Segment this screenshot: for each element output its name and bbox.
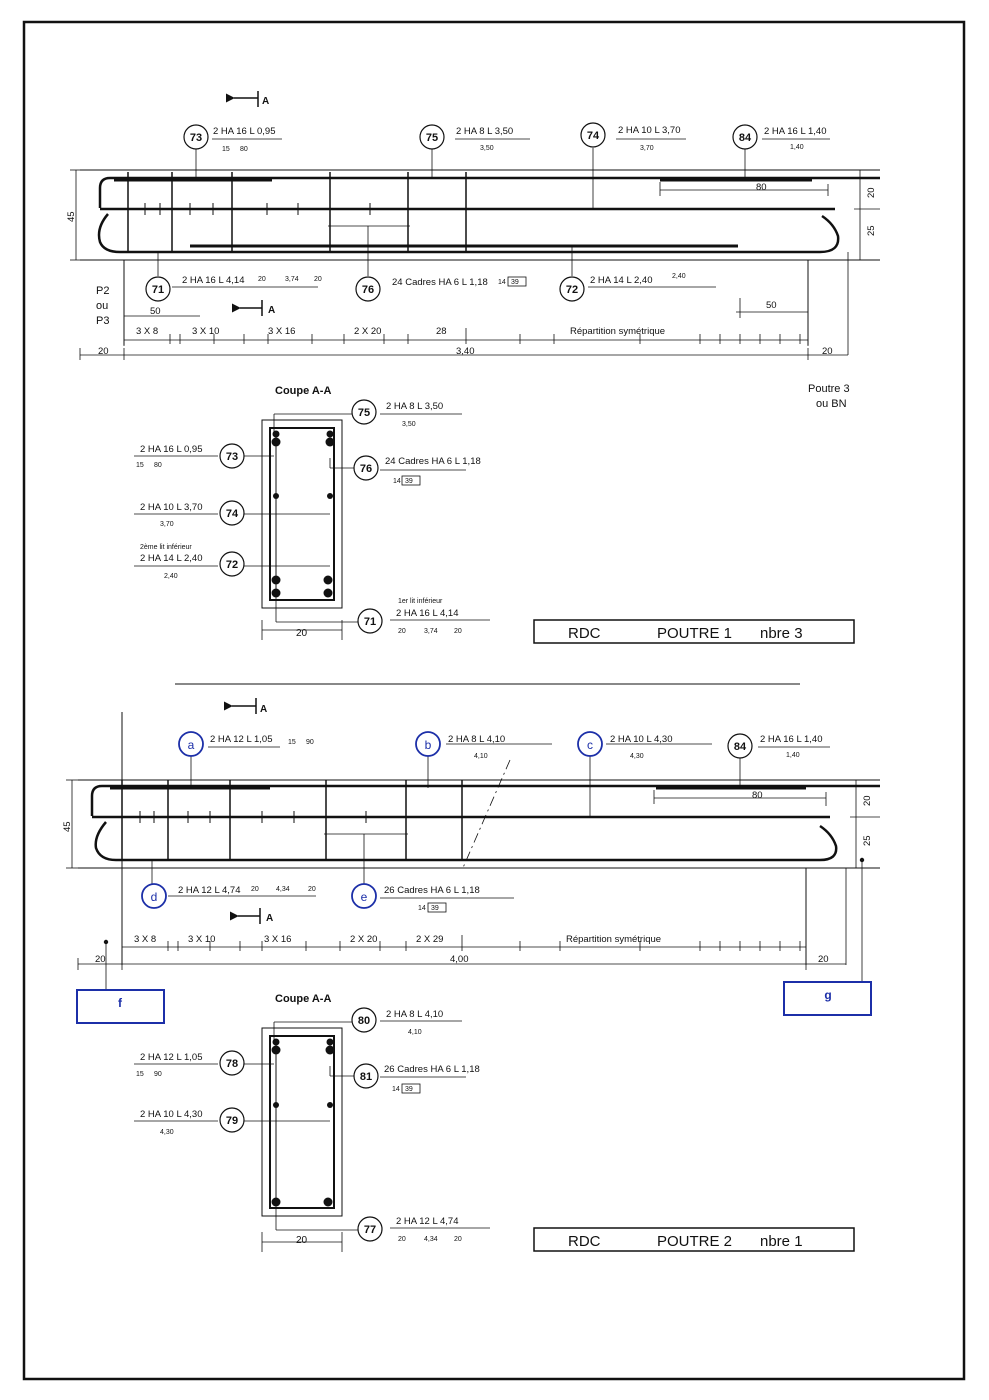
bar-number: 77 bbox=[363, 1224, 377, 1236]
bar-number: 76 bbox=[361, 284, 375, 296]
title-count: nbre 3 bbox=[760, 625, 803, 642]
bar-number: 84 bbox=[733, 741, 747, 753]
dim-80: 80 bbox=[756, 182, 767, 193]
top-zone-dim: 20 bbox=[862, 795, 873, 806]
section-title: Coupe A-A bbox=[275, 993, 332, 1005]
bar-dim: 80 bbox=[154, 462, 162, 469]
bar-dim: 2,40 bbox=[164, 573, 178, 580]
bar-number: 78 bbox=[225, 1058, 239, 1070]
answer-label-g: g bbox=[824, 988, 832, 1002]
title-level: RDC bbox=[568, 625, 601, 642]
bar-dim: 14 bbox=[498, 279, 506, 286]
bar-number: 71 bbox=[151, 284, 165, 296]
support-right: Poutre 3 bbox=[808, 383, 850, 395]
bar-dim: 39 bbox=[511, 279, 519, 286]
span-right: 20 bbox=[822, 346, 833, 357]
bar-number: 72 bbox=[565, 284, 579, 296]
spacing-label: 2 X 29 bbox=[416, 934, 444, 945]
bar-dim: 20 bbox=[398, 628, 406, 635]
spacing-label: Répartition symétrique bbox=[570, 326, 666, 337]
answer-box-g[interactable] bbox=[784, 982, 871, 1015]
bar-label: 2 HA 14 L 2,40 bbox=[140, 553, 203, 564]
dim-80: 80 bbox=[752, 790, 763, 801]
span-left: 20 bbox=[98, 346, 109, 357]
bar-dim: 90 bbox=[306, 739, 314, 746]
bar-dim: 14 bbox=[418, 905, 426, 912]
bar-number: 71 bbox=[363, 616, 377, 628]
bar-dim: 4,30 bbox=[630, 753, 644, 760]
bar-number: 74 bbox=[225, 508, 239, 520]
bar-label: 2 HA 12 L 4,74 bbox=[396, 1216, 459, 1227]
title-block-2 bbox=[534, 1228, 854, 1251]
bar-dim: 15 bbox=[288, 739, 296, 746]
bar-label: 2 HA 16 L 1,40 bbox=[760, 734, 823, 745]
bar-label: 2 HA 16 L 1,40 bbox=[764, 126, 827, 137]
bar-dim: 4,10 bbox=[408, 1029, 422, 1036]
spacing-label: 28 bbox=[436, 326, 447, 337]
answer-label-e: e bbox=[360, 890, 368, 904]
answer-label-a: a bbox=[187, 738, 195, 752]
bar-label: 2 HA 10 L 3,70 bbox=[140, 502, 203, 513]
bar-dim: 3,74 bbox=[424, 628, 438, 635]
bar-number: 75 bbox=[357, 407, 371, 419]
bar-dim: 39 bbox=[405, 478, 413, 485]
dim-50-right: 50 bbox=[766, 300, 777, 311]
beam2-point-dots bbox=[104, 858, 864, 944]
section-width-dim: 20 bbox=[296, 628, 308, 639]
bar-dim: 20 bbox=[398, 1236, 406, 1243]
bar-dim: 20 bbox=[454, 1236, 462, 1243]
spacing-label: 3 X 10 bbox=[192, 326, 220, 337]
bar-label: 2 HA 10 L 4,30 bbox=[610, 734, 673, 745]
answer-label-b: b bbox=[424, 738, 432, 752]
bar-number: 75 bbox=[425, 132, 439, 144]
span-left: 20 bbox=[95, 954, 106, 965]
bar-dim: 20 bbox=[454, 628, 462, 635]
bar-number: 81 bbox=[359, 1071, 373, 1083]
bar-dim: 15 bbox=[136, 462, 144, 469]
bar-dim: 1,40 bbox=[790, 144, 804, 151]
support-left: P3 bbox=[96, 315, 110, 327]
bar-note: 1er lit inférieur bbox=[398, 598, 443, 605]
bar-note: 2ème lit inférieur bbox=[140, 544, 192, 551]
span-right: 20 bbox=[818, 954, 829, 965]
bar-number: 80 bbox=[357, 1015, 371, 1027]
section-width-dim: 20 bbox=[296, 1235, 308, 1246]
section-mark: A bbox=[266, 913, 274, 924]
bar-number: 73 bbox=[225, 451, 239, 463]
spacing-label: 2 X 20 bbox=[350, 934, 378, 945]
bar-dim: 14 bbox=[392, 1086, 400, 1093]
sheet-frame bbox=[24, 22, 964, 1379]
bottom-zone-dim: 25 bbox=[862, 835, 873, 846]
bar-label: 2 HA 12 L 1,05 bbox=[140, 1052, 203, 1063]
bar-dim: 14 bbox=[393, 478, 401, 485]
bar-dim: 15 bbox=[136, 1071, 144, 1078]
answer-label-d: d bbox=[150, 890, 158, 904]
bar-number: 74 bbox=[586, 130, 600, 142]
bar-label: 24 Cadres HA 6 L 1,18 bbox=[392, 277, 488, 288]
bar-label: 26 Cadres HA 6 L 1,18 bbox=[384, 885, 480, 896]
bar-dim: 4,30 bbox=[160, 1129, 174, 1136]
bar-label: 2 HA 12 L 4,74 bbox=[178, 885, 241, 896]
height-dim: 45 bbox=[66, 211, 77, 222]
spacing-label: Répartition symétrique bbox=[566, 934, 662, 945]
spacing-label: 2 X 20 bbox=[354, 326, 382, 337]
bar-label: 2 HA 16 L 4,14 bbox=[182, 275, 245, 286]
top-zone-dim: 20 bbox=[866, 187, 877, 198]
bar-label: 2 HA 16 L 0,95 bbox=[140, 444, 203, 455]
bar-dim: 15 bbox=[222, 146, 230, 153]
title-level: RDC bbox=[568, 1233, 601, 1250]
bar-label: 2 HA 14 L 2,40 bbox=[590, 275, 653, 286]
bar-dim: 4,34 bbox=[424, 1236, 438, 1243]
section-title: Coupe A-A bbox=[275, 385, 332, 397]
bar-number: 84 bbox=[738, 132, 752, 144]
bar-number: 72 bbox=[225, 559, 239, 571]
spacing-label: 3 X 16 bbox=[264, 934, 292, 945]
bar-number: 73 bbox=[189, 132, 203, 144]
answer-label-c: c bbox=[587, 738, 593, 752]
bar-dim: 3,70 bbox=[640, 145, 654, 152]
bar-dim: 3,50 bbox=[480, 145, 494, 152]
bar-dim: 1,40 bbox=[786, 752, 800, 759]
section2-rebars bbox=[272, 1039, 335, 1207]
spacing-label: 3 X 8 bbox=[134, 934, 157, 945]
bar-label: 26 Cadres HA 6 L 1,18 bbox=[384, 1064, 480, 1075]
bar-dim: 39 bbox=[431, 905, 439, 912]
title-name: POUTRE 1 bbox=[657, 625, 733, 642]
dim-50-left: 50 bbox=[150, 306, 161, 317]
bar-dim: 3,74 bbox=[285, 276, 299, 283]
bar-dim: 80 bbox=[240, 146, 248, 153]
beam2-markers bbox=[142, 732, 752, 908]
section-mark: A bbox=[262, 96, 270, 107]
span-total: 3,40 bbox=[456, 346, 475, 357]
bar-label: 2 HA 16 L 0,95 bbox=[213, 126, 276, 137]
bar-dim: 20 bbox=[308, 886, 316, 893]
height-dim: 45 bbox=[62, 821, 73, 832]
bar-label: 2 HA 8 L 4,10 bbox=[448, 734, 506, 745]
section2-markers bbox=[220, 1008, 382, 1241]
bar-label: 2 HA 8 L 4,10 bbox=[386, 1009, 444, 1020]
bar-dim: 20 bbox=[258, 276, 266, 283]
bar-label: 2 HA 8 L 3,50 bbox=[386, 401, 444, 412]
bar-dim: 90 bbox=[154, 1071, 162, 1078]
bar-dim: 20 bbox=[251, 886, 259, 893]
bar-label: 2 HA 10 L 3,70 bbox=[618, 125, 681, 136]
support-left: P2 bbox=[96, 285, 110, 297]
support-right: ou BN bbox=[816, 398, 847, 410]
section-mark: A bbox=[260, 704, 268, 715]
title-name: POUTRE 2 bbox=[657, 1233, 733, 1250]
bar-number: 76 bbox=[359, 463, 373, 475]
bar-dim: 4,34 bbox=[276, 886, 290, 893]
section-mark: A bbox=[268, 305, 276, 316]
bar-number: 79 bbox=[225, 1115, 239, 1127]
bar-dim: 20 bbox=[314, 276, 322, 283]
bar-label: 24 Cadres HA 6 L 1,18 bbox=[385, 456, 481, 467]
title-count: nbre 1 bbox=[760, 1233, 803, 1250]
spacing-label: 3 X 8 bbox=[136, 326, 159, 337]
bar-label: 2 HA 12 L 1,05 bbox=[210, 734, 273, 745]
bar-label: 2 HA 8 L 3,50 bbox=[456, 126, 514, 137]
bar-dim: 39 bbox=[405, 1086, 413, 1093]
bar-dim: 2,40 bbox=[672, 273, 686, 280]
answer-box-f[interactable] bbox=[77, 990, 164, 1023]
spacing-label: 3 X 16 bbox=[268, 326, 296, 337]
spacing-label: 3 X 10 bbox=[188, 934, 216, 945]
bottom-zone-dim: 25 bbox=[866, 225, 877, 236]
title-block-1 bbox=[534, 620, 854, 643]
bar-dim: 3,70 bbox=[160, 521, 174, 528]
bar-label: 2 HA 16 L 4,14 bbox=[396, 608, 459, 619]
support-left: ou bbox=[96, 300, 109, 312]
span-total: 4,00 bbox=[450, 954, 469, 965]
bar-label: 2 HA 10 L 4,30 bbox=[140, 1109, 203, 1120]
answer-label-f: f bbox=[118, 996, 122, 1010]
bar-dim: 3,50 bbox=[402, 421, 416, 428]
bar-dim: 4,10 bbox=[474, 753, 488, 760]
section1-markers bbox=[220, 400, 382, 633]
